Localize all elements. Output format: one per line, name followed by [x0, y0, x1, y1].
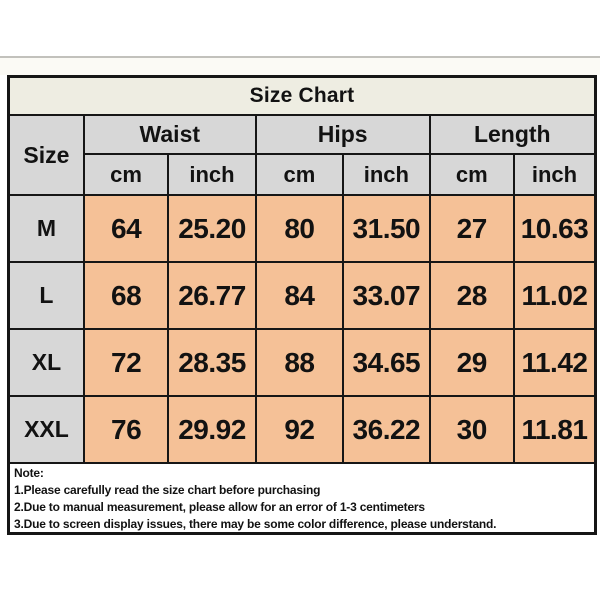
cell-waist-cm: 68: [84, 262, 168, 329]
note-item-2: 2.Due to manual measurement, please allow for an error of 1-3 centimeters: [14, 500, 425, 514]
col-header-waist: Waist: [84, 115, 256, 154]
cell-hips-inch: 34.65: [343, 329, 429, 396]
cell-hips-cm: 88: [256, 329, 343, 396]
cell-hips-inch: 33.07: [343, 262, 429, 329]
cell-hips-inch: 36.22: [343, 396, 429, 464]
col-header-hips: Hips: [256, 115, 430, 154]
title-row: [9, 77, 596, 116]
unit-header-waist-cm: cm: [84, 154, 168, 195]
cell-hips-inch: 31.50: [343, 195, 429, 262]
notes-heading: Note:: [14, 466, 44, 480]
col-header-size: Size: [9, 115, 84, 195]
note-item-3: 3.Due to screen display issues, there may be some color difference, please understand.: [14, 517, 497, 531]
row-label-size: XL: [9, 329, 84, 396]
row-label-size: L: [9, 262, 84, 329]
cell-hips-cm: 92: [256, 396, 343, 464]
table-row-xxl: [9, 396, 596, 464]
notes-box: [7, 462, 597, 535]
cell-waist-cm: 64: [84, 195, 168, 262]
cell-length-inch: 11.81: [514, 396, 596, 464]
cell-length-cm: 28: [430, 262, 514, 329]
size-chart-container: [7, 75, 597, 535]
cell-length-inch: 11.02: [514, 262, 596, 329]
cell-waist-cm: 76: [84, 396, 168, 464]
cell-length-cm: 27: [430, 195, 514, 262]
unit-header-length-cm: cm: [430, 154, 514, 195]
cell-length-cm: 29: [430, 329, 514, 396]
unit-header-hips-inch: inch: [343, 154, 429, 195]
col-header-length: Length: [430, 115, 596, 154]
cell-hips-cm: 80: [256, 195, 343, 262]
cell-length-cm: 30: [430, 396, 514, 464]
row-label-size: M: [9, 195, 84, 262]
table-row-m: [9, 195, 596, 262]
cell-waist-cm: 72: [84, 329, 168, 396]
cell-waist-inch: 28.35: [168, 329, 255, 396]
note-item-1: 1.Please carefully read the size chart before purchasing: [14, 483, 321, 497]
unit-header-hips-cm: cm: [256, 154, 343, 195]
row-label-size: XXL: [9, 396, 84, 464]
image-top-band: [0, 58, 600, 75]
chart-title: Size Chart: [9, 77, 596, 116]
cell-length-inch: 10.63: [514, 195, 596, 262]
cell-hips-cm: 84: [256, 262, 343, 329]
unit-header-waist-inch: inch: [168, 154, 255, 195]
group-header-row: [9, 115, 596, 154]
cell-length-inch: 11.42: [514, 329, 596, 396]
table-row-l: [9, 262, 596, 329]
size-chart-table: [7, 75, 597, 465]
table-row-xl: [9, 329, 596, 396]
unit-header-row: [9, 154, 596, 195]
unit-header-length-inch: inch: [514, 154, 596, 195]
cell-waist-inch: 26.77: [168, 262, 255, 329]
cell-waist-inch: 25.20: [168, 195, 255, 262]
cell-waist-inch: 29.92: [168, 396, 255, 464]
